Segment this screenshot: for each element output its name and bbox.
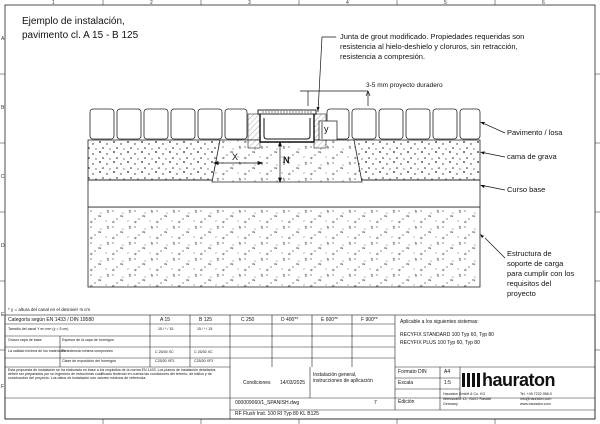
grid-col-2: 2 (150, 0, 153, 6)
grid-row-c: C (1, 174, 5, 180)
structure-layer (88, 207, 480, 287)
grid-col-1: 1 (52, 0, 55, 6)
grout-note-line-2: resistencia al hielo-deshielo y cloruros, sin retracción, (340, 42, 518, 51)
pavement-label: Pavimento / losa (507, 128, 563, 137)
row-2-sub: Espesor de la capa de hormigón (62, 338, 114, 342)
drainage-channel (258, 110, 316, 142)
scale-label: Escala (398, 380, 414, 386)
row-1-label: Tamaño del canal Y en mm (y = 5 cm) (8, 327, 69, 331)
grid-col-3: 3 (248, 0, 251, 6)
product-name: RF Flush Inst. 100 RI Typ 80 KL B125 (235, 411, 319, 417)
edition-label: Edición (398, 399, 415, 405)
grid-row-b: B (1, 105, 5, 111)
grid-row-e: E (1, 312, 5, 318)
company-line-1: Hauraton GmbH & Co. KG (443, 392, 486, 396)
disclaimer: Esta propuesta de instalación se ha elaborado en base a los requisitos de la norma EN 1433. Los planos de instalación detallados deben ser preparados por un ingeniero de estructuras cualificado teniendo en cuenta las condiciones del terreno, de tráfico y de construcción del proyecto. Los datos de instalación son valores mínimos de referencia. (8, 368, 216, 380)
dimension-x-label: X (232, 152, 239, 162)
gravel-label: cama de grava (507, 152, 557, 161)
class-e600: E 600** (321, 317, 338, 323)
structure-label-line-2: soporte de carga (507, 259, 564, 268)
scale-value: 1:5 (444, 380, 451, 386)
class-b125: B 125 (199, 317, 213, 323)
company-line-3: Germany (443, 402, 458, 406)
system-standard: RECYFIX STANDARD 100 Typ 60, Typ 80 (400, 332, 494, 338)
row-3-a15: C 25/30 XC (155, 350, 174, 354)
system-plus: RECYFIX PLUS 100 Typ 60, Typ 80 (400, 340, 480, 346)
row-3-sub: Resistencia mínima compresión (62, 349, 113, 353)
dimension-y-label: y (324, 124, 329, 134)
grid-col-4: 4 (346, 0, 349, 6)
class-d400: D 400** (281, 317, 299, 323)
drawing-number: 000009060/1_SPANISH.dwg (235, 400, 300, 406)
grid-col-5: 5 (444, 0, 447, 6)
grid-row-f: F (1, 384, 5, 390)
base-label: Curso base (507, 185, 546, 194)
grid-row-a: A (1, 36, 5, 42)
row-1-b125: 15 / * / 15 (197, 327, 213, 331)
row-1-a15: 15 / * / 15 (158, 327, 174, 331)
gap-note: 3-5 mm proyecto duradero (366, 82, 443, 89)
sheet-number: 7 (374, 400, 377, 406)
spec-table-grid (5, 315, 595, 419)
contact-line-2: info@hauraton.com (520, 397, 552, 401)
structure-label-line-4: requisitos del (507, 279, 552, 288)
row-2-label: Grosor capa de base (8, 338, 42, 342)
structure-label-line-1: Estructura de (507, 249, 552, 258)
grout-note-line-1: Junta de grout modificado. Propiedades requeridas son (340, 32, 525, 41)
description-line-2: instrucciones de aplicación (313, 378, 373, 384)
row-3-b125: C 25/30 XC (194, 350, 213, 354)
grout-joint-left (248, 114, 260, 148)
class-c250: C 250 (241, 317, 255, 323)
table-header-label: Categoría según EN 1433 / DIN 19580 (8, 317, 94, 323)
footnote: * y = altura del canal en el desnivel -5 cm (8, 307, 91, 312)
drawing-date: 14/03/2025 (280, 380, 306, 386)
conditions-label: Condiciones (243, 380, 271, 386)
grid-row-d: D (1, 243, 5, 249)
description-line-1: Instalación general, (313, 372, 357, 378)
row-4-a15: C25/30 XF3 (155, 359, 175, 363)
row-4-b125: C25/30 XF3 (194, 359, 214, 363)
drawing-title-line-1: Ejemplo de instalación, (22, 16, 125, 27)
format-label: Formato DIN (398, 369, 427, 375)
company-logo: hauraton (482, 370, 556, 390)
drawing-title-line-2: pavimento cl. A 15 - B 125 (22, 30, 139, 41)
structure-label-line-3: para cumplir con los (507, 269, 575, 278)
company-line-2: Werkstraße 13, 76437 Rastatt (443, 397, 491, 401)
row-3-label: La calidad mínima de los materiales (8, 349, 66, 353)
contact-line-3: www.hauraton.com (520, 402, 551, 406)
hauraton-logo-mark (462, 373, 480, 387)
row-4-sub: Clase de exposición del hormigón (62, 359, 116, 363)
class-f900: F 900** (361, 317, 378, 323)
grout-note-line-3: resistencia a compresión. (340, 52, 426, 61)
dimension-z-label: N (283, 155, 290, 165)
format-value: A4 (444, 369, 451, 375)
grid-col-6: 6 (542, 0, 545, 6)
structure-label-line-5: proyecto (507, 289, 536, 298)
applicable-label: Aplicable a los siguientes sistemas: (400, 319, 479, 325)
base-layer (88, 180, 480, 207)
class-a15: A 15 (160, 317, 171, 323)
contact-line-1: Tel. +49 7222 958-0 (520, 392, 552, 396)
